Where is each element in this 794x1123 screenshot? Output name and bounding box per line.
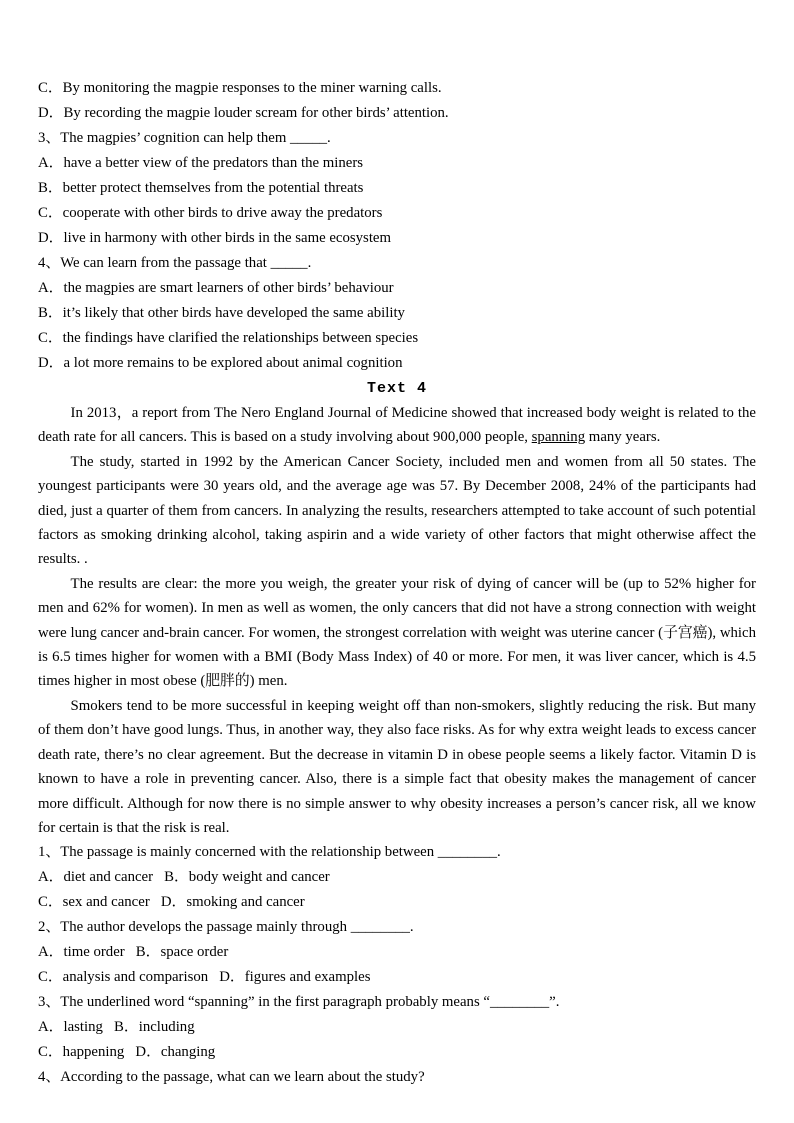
text-line: 4、According to the passage, what can we learn about the study? [38,1069,425,1086]
text-line: C．the findings have clarified the relationships between species [38,330,419,346]
text-line: A．have a better view of the predators than the miners [38,155,364,171]
text-line: B．better protect themselves from the potential threats [38,180,364,196]
text-line: D．a lot more remains to be explored about animal cognition [38,355,403,371]
text-line: D．live in harmony with other birds in the same ecosystem [38,230,392,246]
paragraph-3: The results are clear: the more you weigh, the greater your risk of dying of cancer will be (up to 52% higher for men and 62% for women). In men as well as women, the only cancers that did not have a strong connection with weight were lung cancer and-brain cancer. For women, the strongest correlation with weight was uterine cancer (子宫癌), which is 6.5 times higher for women with a BMI (Body Mass Index) of 40 or more. For men, it was liver cancer, which is 4.5 times higher in most obese (肥胖的) men. [38,575,756,690]
underlined-word-spanning: spanning [531,429,586,446]
text-line: 4、We can learn from the passage that _____. [38,255,312,271]
paragraph-4: Smokers tend to be more successful in keeping weight off than non-smokers, slightly reducing the risk. But many of them don’t have good lungs. Thus, in another way, they also face risks. As for why extra weight leads to excess cancer death rate, there’s no clear agreement. But the decrease in vitamin D in obese people seems a likely factor. Vitamin D is known to have a role in preventing cancer. Also, there is a simple fact that obesity makes the management of cancer more difficult. Although for now there is no simple answer to why obesity increases a person’s cancer risk, all we know for certain is that the risk is real. [38,697,756,836]
paragraph-1-text-before: In 2013，a report from The Nero England Journal of Medicine showed that increased body weight is related to the death rate for all cancers. This is based on a study involving about 900,000 people, [38,405,756,446]
text-line: A．diet and cancer B．body weight and cancer [38,869,330,886]
text-line: C．cooperate with other birds to drive away the predators [38,205,383,221]
paragraph-1 [38,401,756,450]
questions-top-block [38,76,756,376]
paragraph-1-text-after: many years. [585,429,661,446]
text-line: C．analysis and comparison D．figures and examples [38,969,371,986]
text-line: A．lasting B．including [38,1019,195,1036]
text-line: C．happening D．changing [38,1044,216,1061]
text-line: 3、The magpies’ cognition can help them _____. [38,130,331,146]
text-line: A．the magpies are smart learners of other birds’ behaviour [38,280,394,296]
questions-bottom-block [38,840,756,1090]
text-line: 1、The passage is mainly concerned with the relationship between ________. [38,844,501,861]
text-line: A．time order B．space order [38,944,229,961]
paragraph-2: The study, started in 1992 by the American Cancer Society, included men and women from all 50 states. The youngest participants were 30 years old, and the average age was 57. By December 2008, 24% of the participants had died, just a quarter of them from cancers. In analyzing the results, researchers attempted to take account of such potential factors as smoking drinking alcohol, taking aspirin and a wide variety of other factors that might otherwise affect the results. . [38,453,756,568]
text4-heading: Text 4 [366,380,427,397]
text-line: 3、The underlined word “spanning” in the first paragraph probably means “________”. [38,994,560,1011]
text-line: D．By recording the magpie louder scream for other birds’ attention. [38,105,449,121]
text-line: C．sex and cancer D．smoking and cancer [38,894,305,911]
text-line: 2、The author develops the passage mainly through ________. [38,919,414,936]
text-line: C．By monitoring the magpie responses to the miner warning calls. [38,80,442,96]
text-line: B．it’s likely that other birds have developed the same ability [38,305,405,321]
